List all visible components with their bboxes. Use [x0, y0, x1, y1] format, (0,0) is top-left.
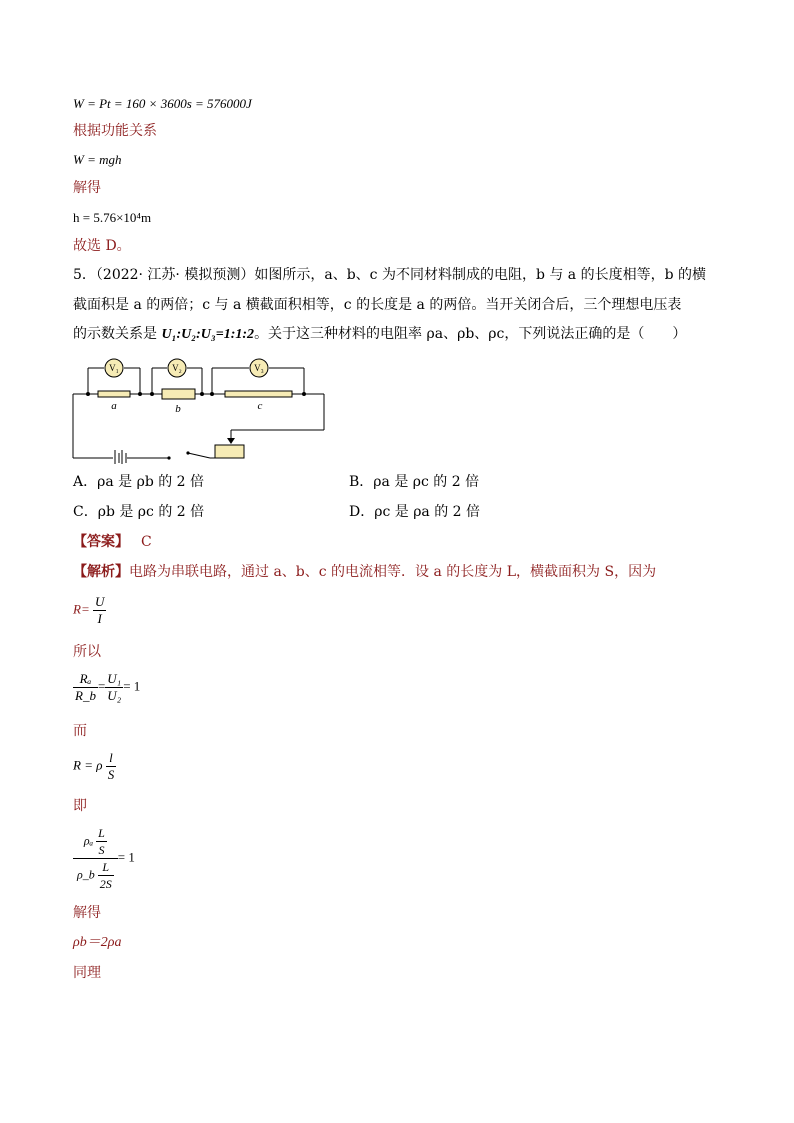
equation-h: h = 5.76×10⁴m: [73, 210, 152, 225]
equation-ratio: $\frac{\text{Rₐ}}{R\_b}$ = $\frac{\text{U₁}}{\text{U₂}}$ = 1: [75, 671, 141, 703]
voltmeter-v2-label: V₂: [172, 363, 182, 373]
voltmeter-v1-label: V₁: [109, 363, 119, 373]
question-line-3: [73, 324, 686, 345]
equation-mgh: W = mgh: [73, 152, 122, 167]
question-body-3b: 。关于这三种材料的电阻率 ρa、ρb、ρc，下列说法正确的是（ ）: [254, 326, 687, 342]
question-line-2: 截面积是 a 的两倍；c 与 a 横截面积相等，c 的长度是 a 的两倍。当开关闭合后，三个理想电压表: [73, 297, 682, 313]
question-body-3a: 的示数关系是: [73, 326, 162, 342]
equation-compound: ρₐ $\frac{L}{S}$ ρ_b $\frac{L}{2S}$ = 1: [73, 825, 135, 892]
circuit-diagram: [70, 352, 330, 464]
text-solve-2: 解得: [73, 905, 101, 921]
question-body-1: 如图所示，a、b、c 为不同材料制成的电阻，b 与 a 的长度相等，b 的横: [254, 267, 707, 283]
answer-tag: 【答案】: [73, 534, 129, 550]
question-source: 5．（2022· 江苏· 模拟预测）: [73, 267, 255, 283]
resistor-a: [98, 391, 130, 397]
equation-work: W = Pt = 160 × 3600s = 576000J: [73, 96, 252, 111]
text-similarly: 同理: [73, 965, 101, 981]
question-line-1: [73, 265, 706, 285]
text-and: 而: [73, 723, 87, 739]
resistor-a-label: a: [111, 400, 117, 412]
resistor-c-label: c: [257, 400, 263, 412]
analysis-text: 电路为串联电路，通过 a、b、c 的电流相等．设 a 的长度为 L，横截面积为 S，因为: [129, 564, 657, 580]
voltage-ratio: U₁:U₂:U₃=1:1:2: [161, 327, 255, 342]
equation-resistivity: R = ρ $\frac{l}{S}$: [73, 750, 115, 782]
text-relation: 根据功能关系: [73, 123, 157, 139]
text-ie: 即: [73, 798, 87, 814]
text-solve: 解得: [73, 180, 101, 196]
text-choose: 故选 D。: [73, 238, 131, 254]
resistor-c: [225, 391, 292, 397]
option-d: D．ρc 是 ρa 的 2 倍: [349, 504, 481, 520]
analysis-tag: 【解析】: [73, 564, 129, 580]
option-b: B．ρa 是 ρc 的 2 倍: [349, 474, 480, 490]
option-a: A．ρa 是 ρb 的 2 倍: [73, 474, 205, 490]
equation-ohm: R= $\frac{U}{I}$: [73, 594, 105, 626]
answer-line: [73, 532, 152, 552]
option-c: C．ρb 是 ρc 的 2 倍: [73, 504, 205, 520]
voltmeter-v3-label: V₃: [254, 363, 264, 373]
text-so: 所以: [73, 644, 101, 660]
rheostat: [215, 445, 244, 458]
answer-value: C: [141, 534, 152, 550]
analysis-line: [73, 562, 656, 582]
result-rho: ρb＝2ρa: [73, 935, 122, 950]
resistor-b: [162, 389, 195, 399]
resistor-b-label: b: [175, 403, 181, 415]
